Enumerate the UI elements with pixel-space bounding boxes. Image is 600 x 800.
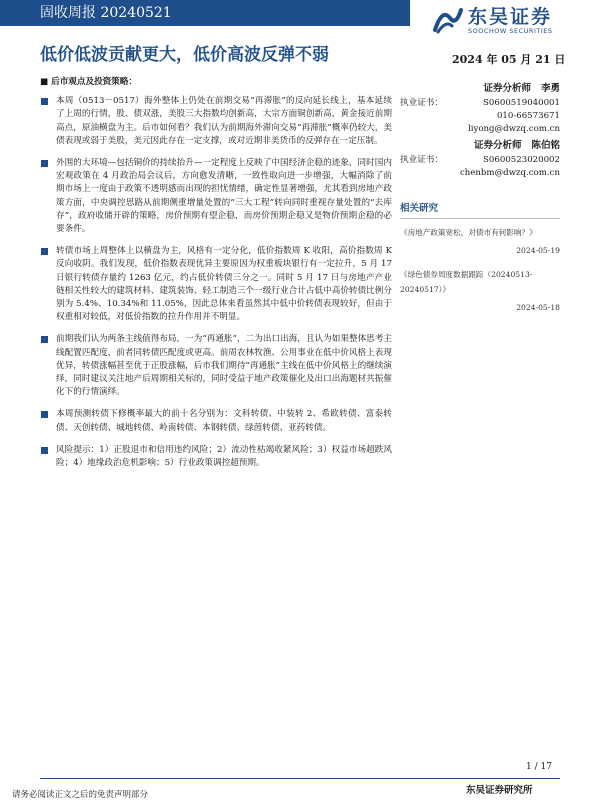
related-report-link[interactable]: 《绿色债券周度数据跟踪（20240513-20240517）》 [400, 270, 533, 294]
report-title: 低价低波贡献更大，低价高波反弹不弱 [40, 45, 329, 65]
analyst-role: 证券分析师 [473, 140, 522, 151]
report-date: 2024 年 05 月 21 日 [452, 53, 566, 66]
brand-name-cn: 东吴证券 [468, 6, 553, 28]
section-heading: ■ 后市观点及投资策略： [40, 77, 138, 87]
paragraph-text: 风险提示：1）正股退市和信用违约风险；2）流动性枯竭收紧风险；3）权益市场超跌风险；4）地缘政治危机影响；5）行业政策调控超预期。 [56, 444, 392, 469]
risk-paragraph [40, 444, 392, 470]
paragraph-text: 本周预测转债下修概率最大的前十名分别为：文科转债、中装转 2、希欧转债、富泰转债、天创转债、城地转债、岭南转债、本钢转债、绿茵转债、亚药转债。 [56, 409, 392, 433]
analyst-name: 李勇 [540, 83, 560, 94]
square-bullet-icon [41, 447, 48, 454]
summary-paragraph [40, 157, 392, 236]
analyst-cert [400, 154, 560, 167]
header-bar-title: 固收周报 20240521 [40, 5, 172, 21]
square-bullet-icon [41, 411, 48, 418]
analyst-role: 证券分析师 [483, 83, 531, 94]
square-bullet-icon [41, 160, 48, 167]
summary-paragraph [40, 408, 392, 434]
summary-column [40, 76, 392, 479]
paragraph-text: 转债市场上周整体上以横盘为主，风格有一定分化，低价指数周 K 收阳，高价指数周 K 反向收阴。我们发现，低价指数表现优异主要原因为权重板块银行有一定拉升，5 月 17 日银行转债存量约 1263 亿元，约占低价转债三分之一。同时 5 月 17 日与房地产产业链相关性较大的建筑材料、建筑装饰、轻工制造三个一级行业合计占低中高价转债比例分别为 5.4%、10.34%和 11.05%，因此总体来看虽然其中低中价转债表现较好，但由于权重相对较低，对低价指数的拉升作用并不明显。 [56, 246, 392, 323]
analyst-heading [400, 82, 560, 95]
brand-logo [432, 2, 592, 38]
related-research-heading: 相关研究 [400, 202, 560, 219]
paragraph-text: 外围的大环境—包括铜价的持续抬升—一定程度上反映了中国经济企稳的迹象，同时国内宏观政策在 4 月政治局会议后，方向愈发清晰，一致性取向进一步增强，大幅消除了前期市场上一度由于政策不透明感而出现的担忧情绪，确定性显著增强，尤其看到房地产政策方面，中央调控思路从前期侧重增量处置的“三大工程”转向同时重视存量处置的“去库存”，政府收储开辟的策略，房价预期有望企稳，而房价预期企稳又是物价预期企稳的必要条件。 [56, 158, 392, 235]
analyst-heading [400, 139, 560, 152]
page-number: 1 / 17 [526, 762, 552, 772]
analyst-email[interactable]: chenbm@dwzq.com.cn [459, 168, 560, 178]
cert-number: S0600519040001 [483, 98, 560, 108]
summary-paragraph [40, 333, 392, 399]
related-report-date: 2024-05-19 [516, 246, 560, 255]
analyst-name: 陈伯铭 [531, 140, 560, 151]
related-report-link[interactable]: 《房地产政策宽松，对债市有何影响？》 [400, 228, 537, 237]
brand-name-en: SOOCHOW SECURITIES [468, 27, 553, 35]
analyst-cert [400, 97, 560, 110]
square-bullet-icon [41, 248, 48, 255]
square-bullet-icon [41, 98, 48, 105]
disclaimer-note: 请务必阅读正文之后的免责声明部分 [12, 790, 149, 800]
cert-label: 执业证书： [400, 98, 443, 108]
related-report-date: 2024-05-18 [516, 303, 560, 312]
summary-paragraph [40, 95, 392, 148]
brand-logo-icon [432, 4, 464, 34]
institute-name: 东吴证券研究所 [466, 785, 533, 796]
analyst-phone: 010-66573671 [496, 111, 560, 121]
header-bar [0, 0, 410, 26]
paragraph-text: 前期我们认为两条主线值得布局，一为“再通胀”，二为出口出海，且认为如果整体思考主线配置匹配度，前者同转债匹配度或更高。前周农林牧渔、公用事业在低中价风格上表现优异，转债涨幅甚至优于正股涨幅，后市我们期待“再通胀”主线在低中价风格上的继续演绎，同时建议关注地产后周期相关标的，同时受益于地产政策催化及出口出海题材共振催化下的行情演绎。 [56, 334, 392, 398]
cert-number: S0600523020002 [483, 155, 560, 165]
summary-paragraph [40, 245, 392, 324]
paragraph-text: 本周（0513－0517）海外整体上仍处在前期交易“再滞胀”的反向延长线上，基本延续了上周的行情，股、债双涨，美股三大指数均创新高，大宗方面铜创新高，黄金接近前期高点，原油横盘为主。后市如何看？我们认为前期海外滞向交易“再滞胀”概率仍较大，美债表现或弱于美股，美元因此存在一定支撑，或对近期非美货币的反弹存在一定压制。 [56, 96, 392, 146]
square-bullet-icon [41, 336, 48, 343]
analyst-email[interactable]: liyong@dwzq.com.cn [468, 124, 560, 134]
cert-label: 执业证书： [400, 155, 443, 165]
sidebar-column [400, 82, 560, 324]
footer-divider [40, 778, 560, 779]
